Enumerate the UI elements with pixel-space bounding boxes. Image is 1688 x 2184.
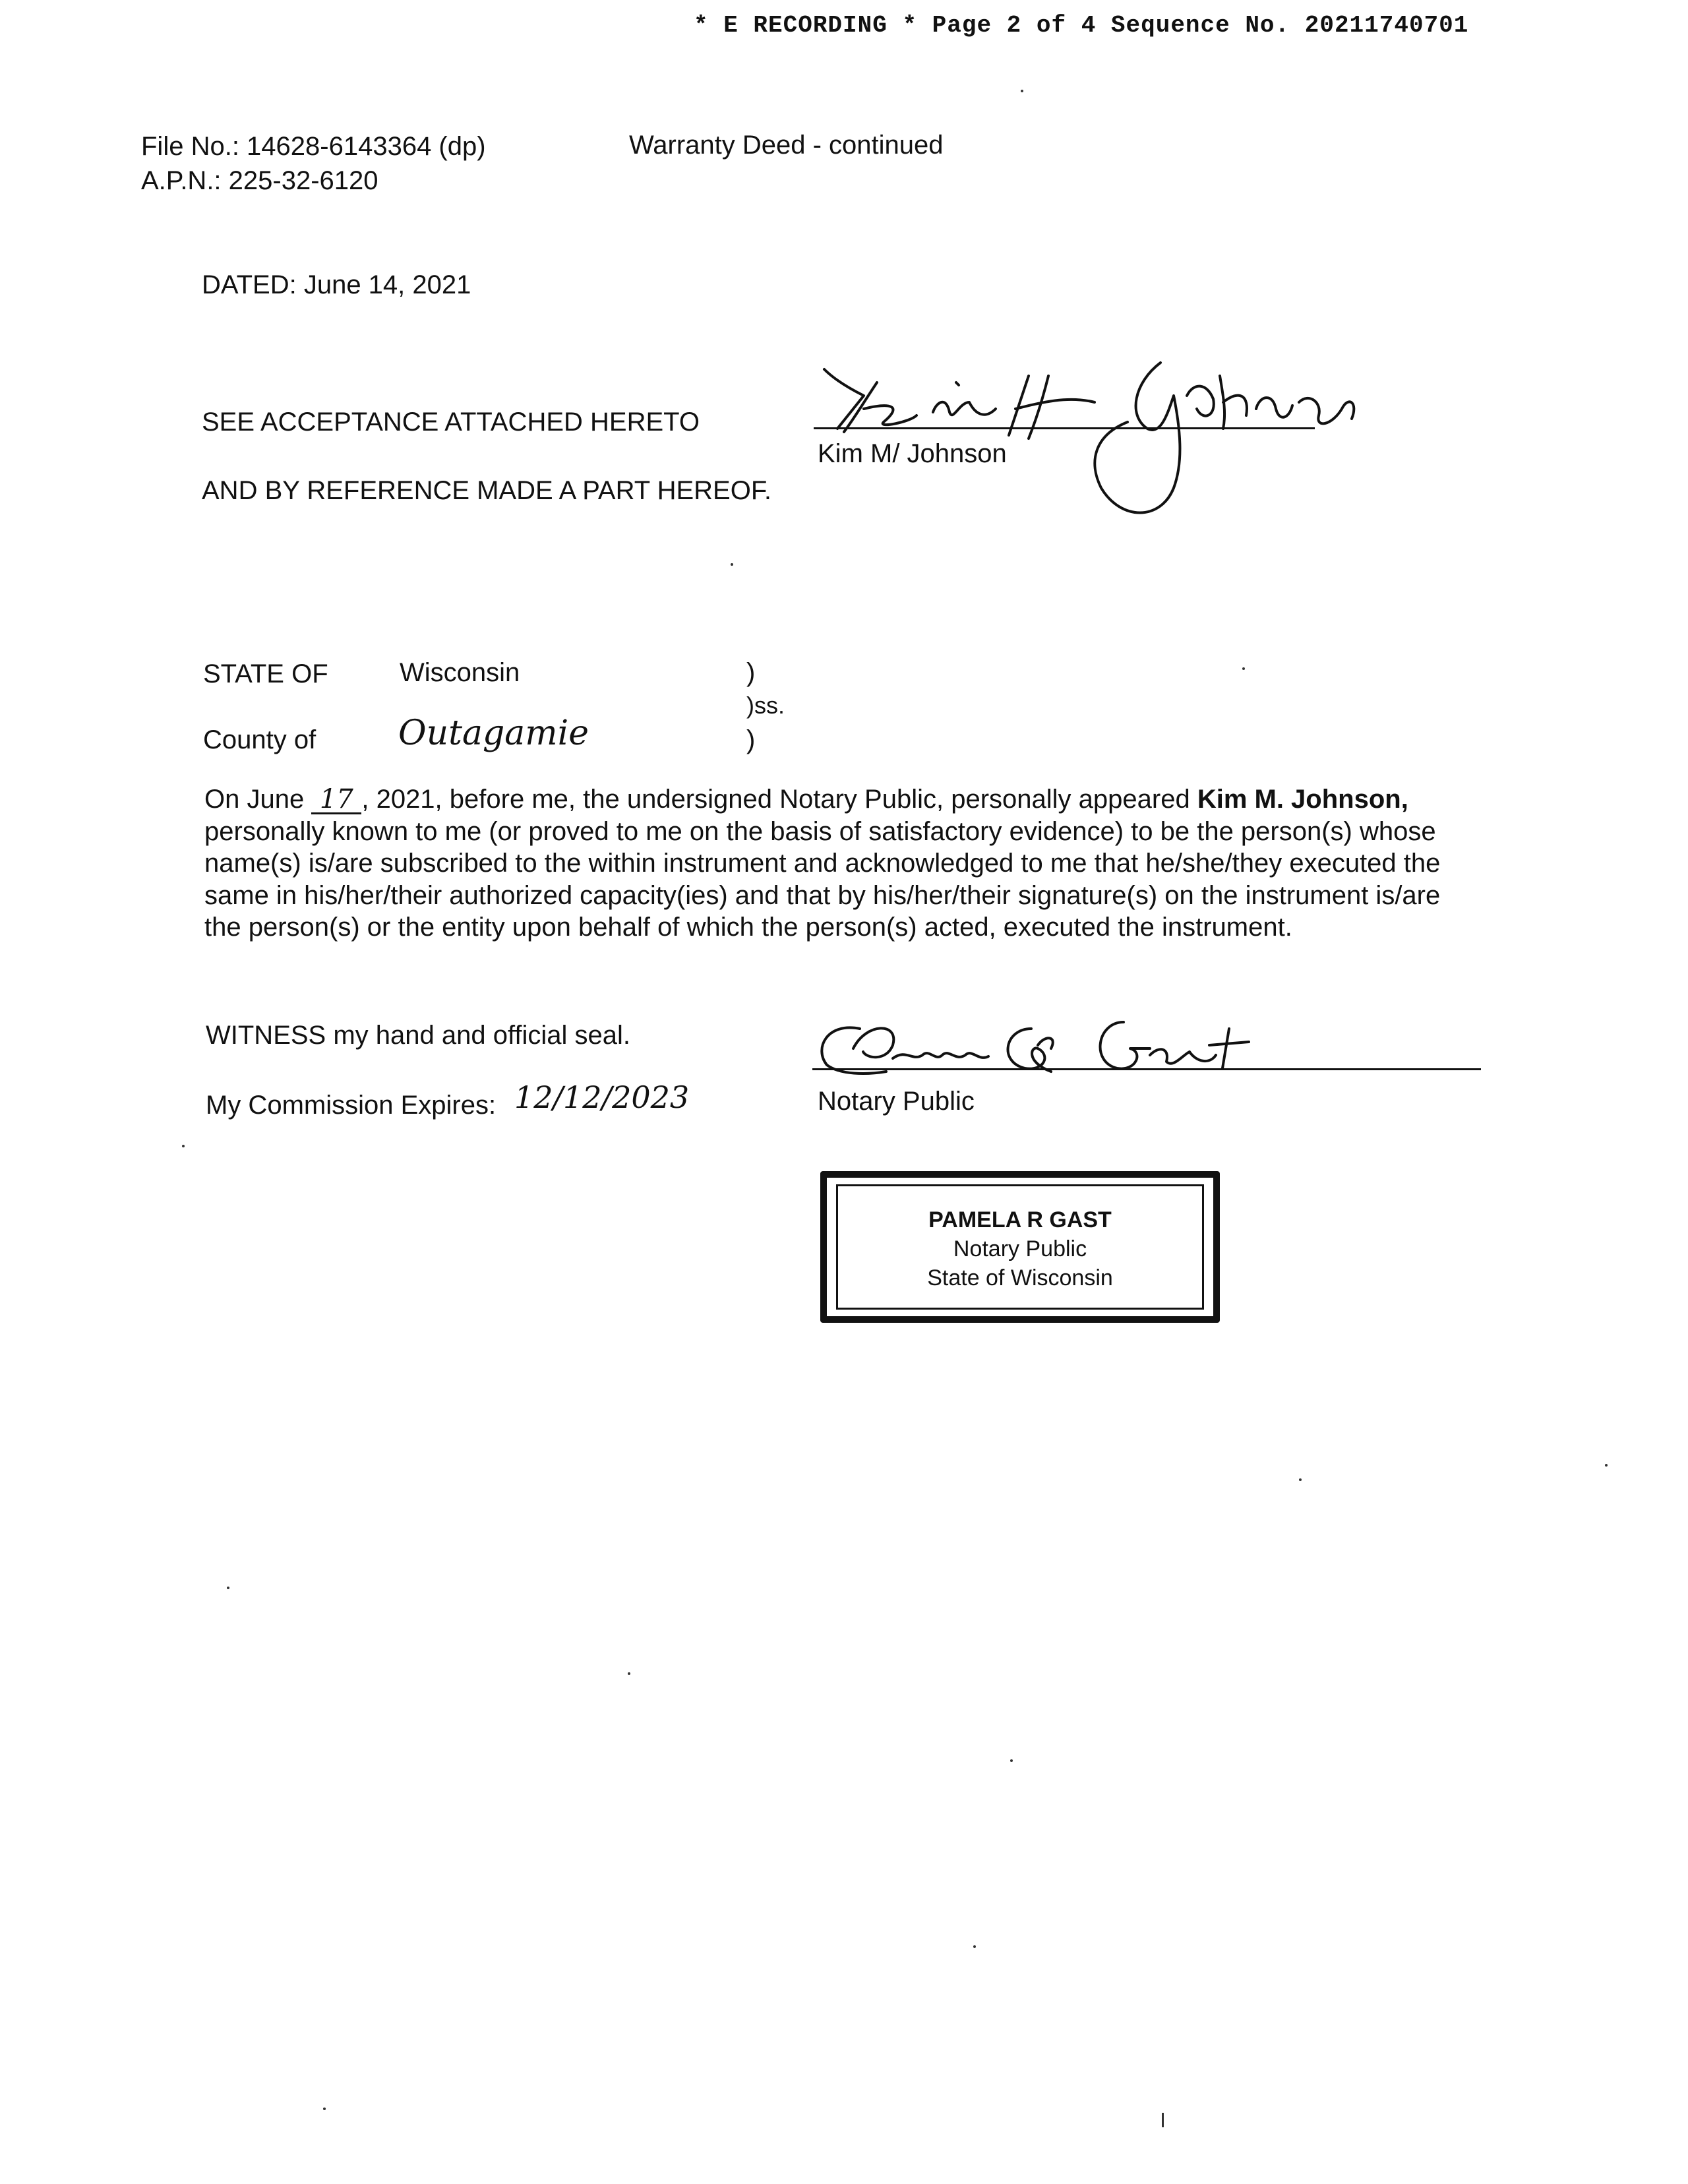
- venue-paren-top: ): [746, 658, 756, 687]
- acknowledgment-paragraph: [204, 783, 1470, 944]
- grantor-printed-name: Kim M/ Johnson: [818, 439, 1007, 468]
- venue-paren-bottom: ): [746, 725, 756, 754]
- county-value-handwritten: Outagamie: [398, 713, 589, 753]
- scan-speck: [182, 1145, 185, 1147]
- dated-line: DATED: June 14, 2021: [202, 270, 471, 299]
- scan-speck: [1299, 1478, 1302, 1481]
- seal-name: PAMELA R GAST: [928, 1207, 1112, 1232]
- notary-signature-line: [812, 1068, 1481, 1070]
- ack-after-day: , 2021, before me, the undersigned Notary Public, personally appeared: [361, 785, 1197, 814]
- scan-speck: [323, 2108, 326, 2110]
- notary-seal-stamp: [820, 1171, 1220, 1323]
- scan-speck: [1021, 90, 1023, 92]
- county-label: County of: [203, 725, 316, 754]
- notary-signature-image: [814, 1009, 1288, 1081]
- scan-mark: [1162, 2113, 1164, 2127]
- ack-prefix: On June: [204, 785, 305, 814]
- acceptance-line-2: AND BY REFERENCE MADE A PART HEREOF.: [202, 476, 771, 505]
- document-title: Warranty Deed - continued: [629, 131, 944, 160]
- ack-body: personally known to me (or proved to me on the basis of satisfactory evidence) to be the person(s) whose name(s) is/are subscribed to the within instrument and acknowledged to me that he/she/they executed the same in his/her/their authorized capacity(ies) and that by his/her/their signature(s) on the instrument is/are the person(s) or the entity upon behalf of which the person(s) acted, executed the instrument.: [204, 816, 1441, 942]
- state-value: Wisconsin: [400, 658, 520, 687]
- ack-appeared-name: Kim M. Johnson,: [1197, 785, 1408, 814]
- scan-speck: [628, 1672, 630, 1675]
- scan-speck: [227, 1587, 229, 1589]
- commission-value-handwritten: 12/12/2023: [514, 1079, 690, 1115]
- seal-title: Notary Public: [953, 1236, 1087, 1261]
- state-label: STATE OF: [203, 659, 328, 688]
- witness-line: WITNESS my hand and official seal.: [206, 1021, 630, 1050]
- notary-title: Notary Public: [818, 1087, 975, 1116]
- file-number: File No.: 14628-6143364 (dp): [141, 132, 486, 161]
- venue-ss: )ss.: [746, 692, 785, 719]
- apn-number: A.P.N.: 225-32-6120: [141, 166, 378, 195]
- scan-speck: [1010, 1759, 1013, 1762]
- recording-header: * E RECORDING * Page 2 of 4 Sequence No. 20211740701: [694, 12, 1469, 39]
- commission-label: My Commission Expires:: [206, 1091, 497, 1120]
- seal-state: State of Wisconsin: [927, 1265, 1113, 1290]
- acceptance-line-1: SEE ACCEPTANCE ATTACHED HERETO: [202, 408, 700, 437]
- scan-speck: [1242, 667, 1245, 670]
- notary-seal-text: [827, 1205, 1213, 1292]
- grantor-signature-line: [814, 427, 1315, 429]
- scan-speck: [1605, 1464, 1608, 1467]
- ack-day-handwritten: 17: [311, 786, 361, 814]
- scan-speck: [731, 563, 733, 566]
- scan-speck: [973, 1945, 976, 1948]
